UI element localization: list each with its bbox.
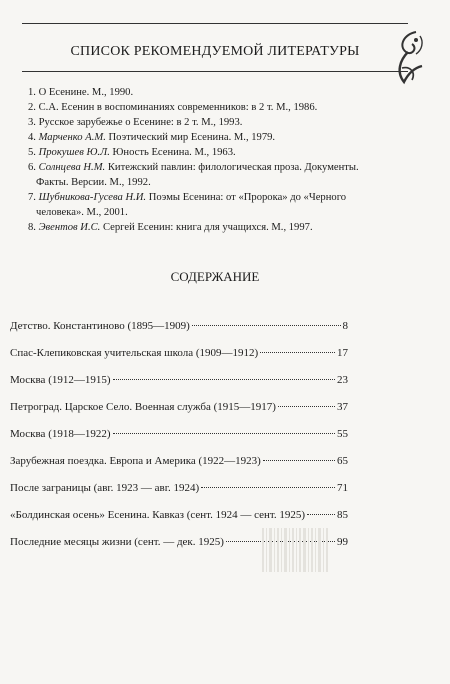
bleed-through-barcode bbox=[262, 528, 422, 572]
decorative-flourish-icon bbox=[386, 28, 432, 86]
literature-item: 1. О Есенине. М., 1990. bbox=[28, 87, 134, 98]
literature-item: 8. Эвентов И.С. Сергей Есенин: книга для учащихся. М., 1997. bbox=[28, 222, 313, 233]
literature-item: 5. Прокушев Ю.Л. Юность Есенина. М., 1963. bbox=[28, 147, 236, 158]
toc-entry[interactable]: Последние месяцы жизни (сент. — дек. 1925) 99 bbox=[10, 536, 348, 548]
literature-list bbox=[28, 85, 388, 235]
contents-heading: СОДЕРЖАНИЕ bbox=[170, 269, 260, 284]
toc-entry[interactable]: Петроград. Царское Село. Военная служба (1915—1917) 37 bbox=[10, 401, 348, 413]
toc-entry[interactable]: После заграницы (авг. 1923 — авг. 1924) 71 bbox=[10, 482, 348, 494]
toc-entry[interactable]: Москва (1912—1915) 23 bbox=[10, 374, 348, 386]
literature-item: 6. Солнцева Н.М. Китежский павлин: филологическая проза. Документы. Факты. Версии. М., 1992. bbox=[28, 162, 359, 188]
toc-entry[interactable]: Зарубежная поездка. Европа и Америка (1922—1923) 65 bbox=[10, 455, 348, 467]
literature-item: 3. Русское зарубежье о Есенине: в 2 т. М., 1993. bbox=[28, 117, 243, 128]
toc-entry[interactable]: Спас-Клепиковская учительская школа (1909—1912) 17 bbox=[10, 347, 348, 359]
literature-heading: СПИСОК РЕКОМЕНДУЕМОЙ ЛИТЕРАТУРЫ bbox=[70, 44, 360, 59]
literature-item: 2. С.А. Есенин в воспоминаниях современников: в 2 т. М., 1986. bbox=[28, 102, 318, 113]
literature-item: 7. Шубникова-Гусева Н.И. Поэмы Есенина: от «Пророка» до «Черного человека». М., 2001. bbox=[28, 192, 347, 218]
header-bottom-rule bbox=[22, 71, 408, 72]
toc-entry[interactable]: «Болдинская осень» Есенина. Кавказ (сент. 1924 — сент. 1925) 85 bbox=[10, 509, 348, 521]
toc-entry[interactable]: Москва (1918—1922) 55 bbox=[10, 428, 348, 440]
toc-entry[interactable]: Детство. Константиново (1895—1909) 8 bbox=[10, 320, 348, 332]
header-top-rule bbox=[22, 23, 408, 24]
literature-item: 4. Марченко А.М. Поэтический мир Есенина. М., 1979. bbox=[28, 132, 276, 143]
